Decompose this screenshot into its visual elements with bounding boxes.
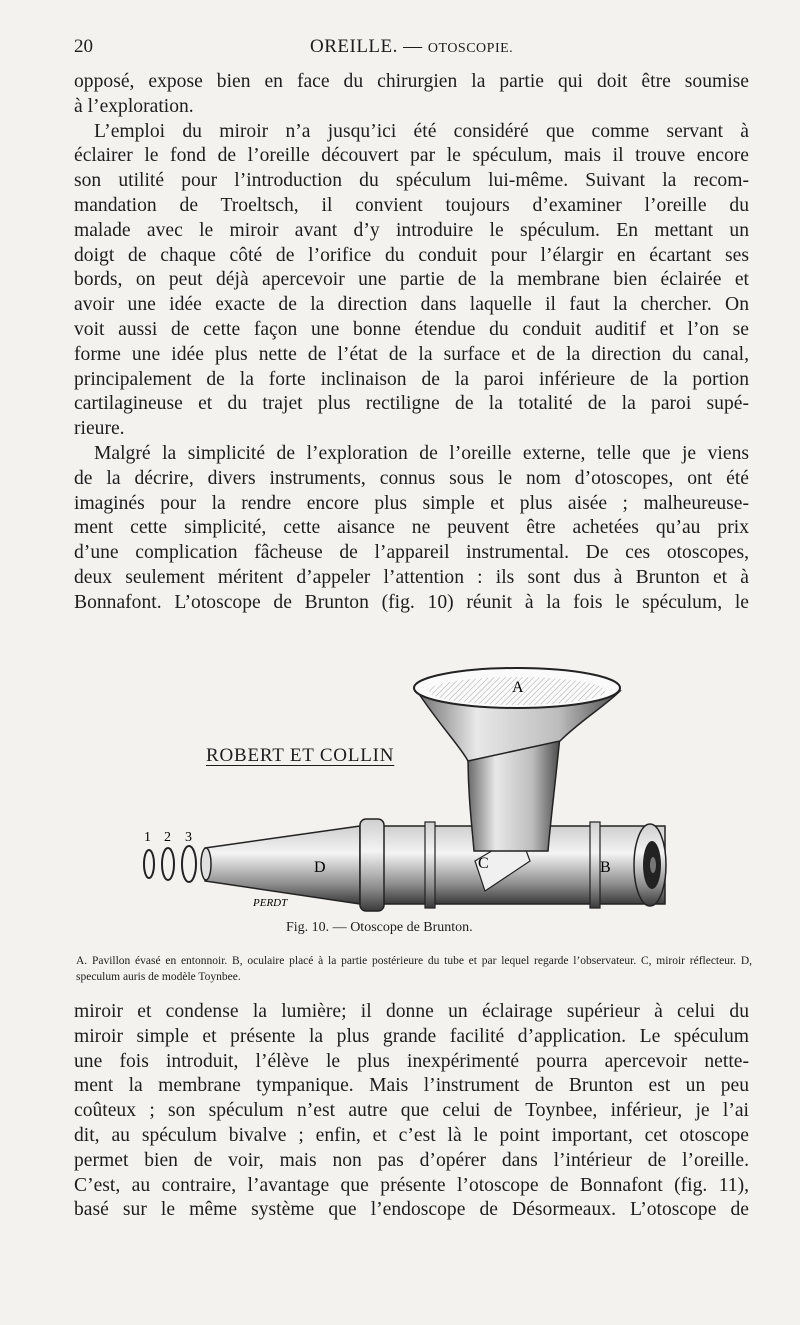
text-line: son utilité pour l’introduction du spéculum lui-même. Suivant la recom- bbox=[74, 170, 749, 192]
figure-caption-number: Fig. 10. — bbox=[286, 920, 351, 935]
page-number: 20 bbox=[74, 36, 93, 57]
text-line: d’une complication fâcheuse de l’appareil instrumental. De ces otoscopes, bbox=[74, 542, 749, 564]
text-line: miroir et condense la lumière; il donne un éclairage supérieur à celui du bbox=[74, 1001, 749, 1022]
text-line: voit aussi de cette façon une bonne étendue du conduit auditif et l’on se bbox=[74, 318, 749, 340]
text-line: imaginés pour la rendre encore plus simple et plus aisée ; malheureuse- bbox=[74, 492, 749, 514]
text-line: rieure. bbox=[74, 418, 125, 440]
text-line: basé sur le même système que l’endoscope de Désormeaux. L’otoscope de bbox=[74, 1199, 749, 1221]
figure-credit: ROBERT ET COLLIN bbox=[206, 745, 395, 766]
figure-otoscope-brunton bbox=[60, 636, 750, 936]
label-b: B bbox=[600, 859, 611, 876]
label-c: C bbox=[478, 855, 489, 872]
text-line: malade avec le miroir avant d’y introduire le spéculum. En mettant un bbox=[74, 219, 749, 241]
running-head bbox=[74, 36, 754, 64]
text-line: ment cette simplicité, cette aisance ne peuvent être achetées qu’au prix bbox=[74, 517, 749, 539]
text-line: éclairer le fond de l’oreille découvert par le spéculum, mais il trouve encore bbox=[74, 145, 749, 167]
text-line: bords, on peut déjà apercevoir une partie de la membrane bien éclairée et bbox=[74, 269, 749, 291]
otoscope-illustration bbox=[60, 636, 750, 916]
text-line: miroir simple et présente la plus grande facilité d’application. Le spéculum bbox=[74, 1025, 749, 1047]
size-label-3: 3 bbox=[185, 830, 192, 845]
text-line: cartilagineuse et du trajet plus rectiligne de la totalité de la paroi supé- bbox=[74, 393, 749, 415]
figure-caption-title: Otoscope de Brunton. bbox=[350, 920, 473, 935]
speculum-size-rings bbox=[144, 846, 196, 882]
text-line: Malgré la simplicité de l’exploration de l’oreille externe, telle que je viens bbox=[94, 442, 749, 464]
text-line: forme une idée plus nette de l’état de la surface et de la direction du canal, bbox=[74, 343, 749, 365]
body-text-bottom bbox=[74, 1000, 749, 1223]
text-line: L’emploi du miroir n’a jusqu’ici été considéré que comme servant à bbox=[94, 120, 749, 142]
figure-caption bbox=[286, 920, 473, 936]
engraver-signature: PERDT bbox=[253, 897, 288, 909]
text-line: opposé, expose bien en face du chirurgien la partie qui doit être soumise bbox=[74, 71, 749, 92]
running-title bbox=[310, 36, 513, 58]
text-line: C’est, au contraire, l’avantage que présente l’otoscope de Bonnafont (fig. 11), bbox=[74, 1174, 749, 1196]
text-line: principalement de la forte inclinaison de la paroi inférieure de la portion bbox=[74, 368, 749, 390]
text-line: doigt de chaque côté de l’orifice du conduit pour l’élargir en écartant ses bbox=[74, 244, 749, 266]
text-line: deux seulement méritent d’appeler l’attention : ils sont dus à Brunton et à bbox=[74, 566, 749, 588]
text-line: Bonnafont. L’otoscope de Brunton (fig. 10) réunit à la fois le spéculum, le bbox=[74, 591, 749, 613]
text-line: dit, au spéculum bivalve ; enfin, et c’est là le point important, cet otoscope bbox=[74, 1124, 749, 1146]
running-title-sub: OTOSCOPIE. bbox=[427, 41, 514, 56]
text-line: à l’exploration. bbox=[74, 95, 194, 117]
size-label-2: 2 bbox=[164, 830, 171, 845]
text-line: coûteux ; son spéculum n’est autre que celui de Toynbee, inférieur, je l’ai bbox=[74, 1100, 749, 1122]
label-d: D bbox=[314, 859, 326, 876]
text-line: ment la membrane tympanique. Mais l’instrument de Brunton est un peu bbox=[74, 1075, 749, 1097]
text-line: une fois introduit, l’élève le plus inexpérimenté pourra apercevoir nette- bbox=[74, 1050, 749, 1072]
text-line: permet bien de voir, mais non pas d’opérer dans l’intérieur de l’oreille. bbox=[74, 1149, 749, 1171]
speculum-d-shape bbox=[205, 826, 360, 904]
figure-legend: A. Pavillon évasé en entonnoir. B, oculaire placé à la partie postérieure du tube et par lequel regarde l’observateur. C, miroir réflecteur. D, speculum auris de modèle Toynbee. bbox=[76, 955, 752, 983]
running-title-main: OREILLE. — bbox=[310, 36, 428, 57]
text-line: mandation de Troeltsch, il convient toujours d’examiner l’oreille du bbox=[74, 194, 749, 216]
text-line: avoir une idée exacte de la direction dans laquelle il faut la chercher. On bbox=[74, 294, 749, 316]
text-line: de la décrire, divers instruments, connus sous le nom d’otoscopes, ont été bbox=[74, 467, 749, 489]
body-text-top bbox=[74, 70, 749, 616]
label-a: A bbox=[512, 679, 524, 696]
size-label-1: 1 bbox=[144, 830, 151, 845]
